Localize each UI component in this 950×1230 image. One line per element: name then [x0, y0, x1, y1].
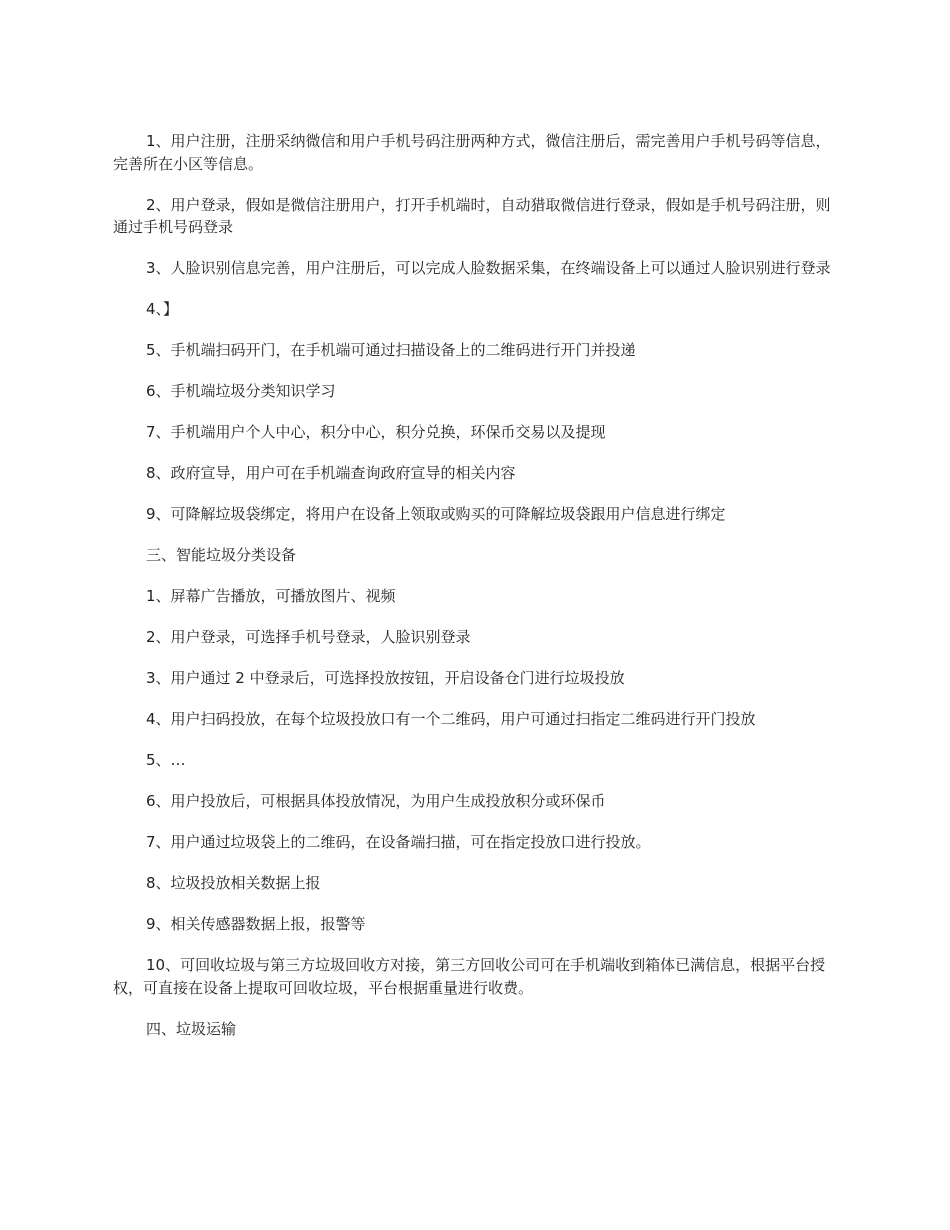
paragraph-personal-center: 7、手机端用户个人中心，积分中心，积分兑换，环保币交易以及提现 [146, 423, 606, 441]
paragraph-screen-ads: 1、屏幕广告播放，可播放图片、视频 [146, 587, 396, 605]
section-heading-smart-device: 三、智能垃圾分类设备 [146, 546, 297, 564]
paragraph-bag-binding: 9、可降解垃圾袋绑定，将用户在设备上领取或购买的可降解垃圾袋跟用户信息进行绑定 [146, 505, 726, 523]
document-body [113, 130, 837, 1059]
paragraph-scan-open: 5、手机端扫码开门，在手机端可通过扫描设备上的二维码进行开门并投递 [146, 341, 636, 359]
paragraph-sensor-report: 9、相关传感器数据上报，报警等 [146, 915, 366, 933]
section-heading-transport: 四、垃圾运输 [146, 1019, 237, 1038]
paragraph-knowledge-learning: 6、手机端垃圾分类知识学习 [146, 382, 336, 400]
paragraph-recycling-partner: 10、可回收垃圾与第三方垃圾回收方对接，第三方回收公司可在手机端收到箱体已满信息，根据平台授权，可直接在设备上提取可回收垃圾，平台根据重量进行收费。 [113, 956, 826, 997]
paragraph-user-login: 2、用户登录，假如是微信注册用户，打开手机端时，自动猎取微信进行登录，假如是手机号码注册，则通过手机号码登录 [113, 195, 831, 236]
paragraph-user-register: 1、用户注册，注册采纳微信和用户手机号码注册两种方式，微信注册后，需完善用户手机号码等信息，完善所在小区等信息。 [113, 132, 831, 173]
paragraph-scan-drop: 4、用户扫码投放，在每个垃圾投放口有一个二维码，用户可通过扫指定二维码进行开门投放 [146, 710, 756, 728]
paragraph-item-4: 4、】 [146, 300, 179, 318]
paragraph-device-login: 2、用户登录，可选择手机号登录，人脸识别登录 [146, 628, 471, 646]
paragraph-points-generation: 6、用户投放后，可根据具体投放情况，为用户生成投放积分或环保币 [146, 792, 606, 810]
paragraph-government-promotion: 8、政府宣导，用户可在手机端查询政府宣导的相关内容 [146, 464, 516, 482]
paragraph-drop-button: 3、用户通过 2 中登录后，可选择投放按钮，开启设备仓门进行垃圾投放 [146, 669, 625, 687]
paragraph-bag-qr-scan: 7、用户通过垃圾袋上的二维码，在设备端扫描，可在指定投放口进行投放。 [146, 833, 651, 851]
paragraph-face-recognition: 3、人脸识别信息完善，用户注册后，可以完成人脸数据采集，在终端设备上可以通过人脸识别进行登录 [146, 259, 831, 277]
paragraph-data-report: 8、垃圾投放相关数据上报 [146, 874, 321, 892]
paragraph-item-5: 5、… [146, 751, 186, 769]
